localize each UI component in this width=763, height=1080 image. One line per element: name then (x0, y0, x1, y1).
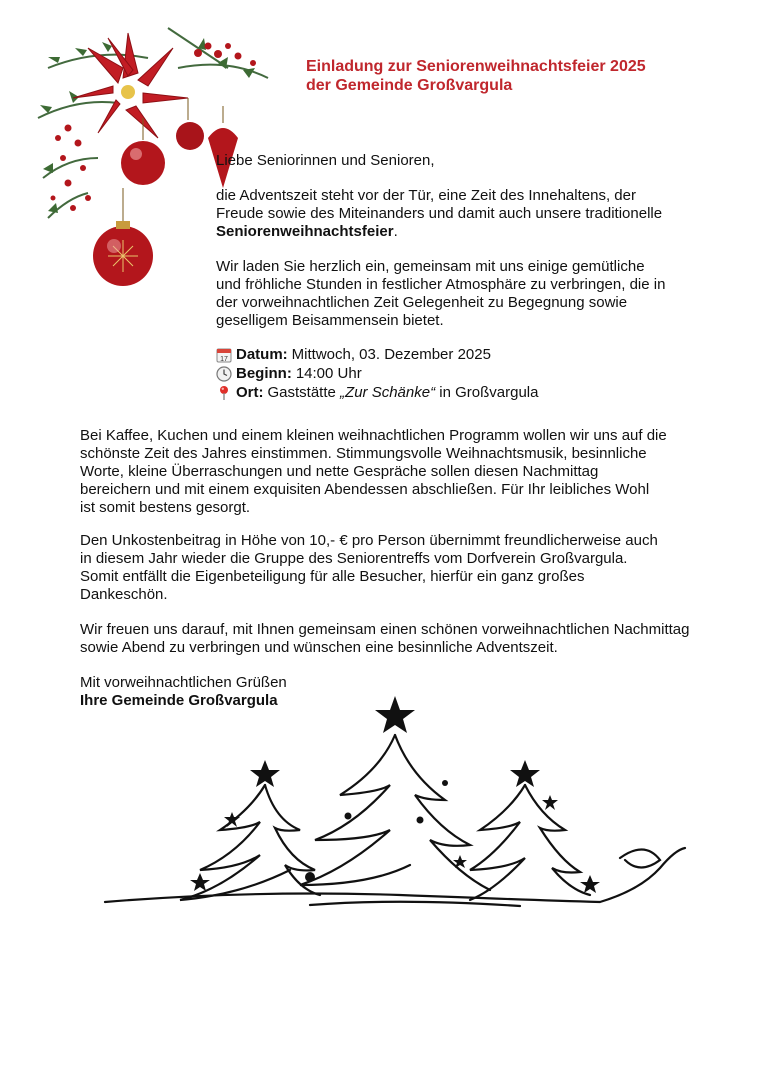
place-suffix: in Großvargula (439, 384, 539, 401)
invite-line-1: Wir laden Sie herzlich ein, gemeinsam mit uns einige gemütliche (216, 258, 645, 275)
invite-paragraph (216, 258, 665, 330)
program-line-2: schönste Zeit des Jahres einstimmen. Stimmungsvolle Weihnachtsmusik, besinnliche (80, 445, 647, 462)
signature: Ihre Gemeinde Großvargula (80, 692, 278, 709)
invitation-title (306, 57, 646, 95)
costs-line-3: Somit entfällt die Eigenbeteiligung für alle Besucher, hierfür ein ganz großes (80, 568, 585, 585)
costs-line-4: Dankeschön. (80, 586, 168, 603)
intro-line-1: die Adventszeit steht vor der Tür, eine Zeit des Innehaltens, der (216, 187, 636, 204)
program-line-5: ist somit bestens gesorgt. (80, 499, 251, 516)
outlook-paragraph (80, 621, 690, 657)
outlook-line-2: sowie Abend zu verbringen und wünschen eine besinnliche Adventszeit. (80, 639, 558, 656)
start-label: Beginn: (236, 365, 292, 382)
intro-line-3 (216, 223, 662, 241)
title-line-2: der Gemeinde Großvargula (306, 77, 513, 94)
detail-date (216, 345, 538, 364)
greeting (216, 152, 435, 170)
program-line-3: Worte, kleine Überraschungen und nette Gespräche sollen diesen Nachmittag (80, 463, 599, 480)
program-paragraph (80, 427, 667, 517)
outlook-line-1: Wir freuen uns darauf, mit Ihnen gemeinsam einen schönen vorweihnachtlichen Nachmittag (80, 621, 690, 638)
invite-line-2: und fröhliche Stunden in festlicher Atmosphäre zu verbringen, die in (216, 276, 666, 293)
date-label: Datum: (236, 346, 288, 363)
title-line-1: Einladung zur Seniorenweihnachtsfeier 2025 (306, 58, 646, 75)
event-name: Seniorenweihnachtsfeier (216, 223, 394, 240)
regards-text: Mit vorweihnachtlichen Grüßen (80, 674, 287, 691)
place-name: „Zur Schänke“ (340, 384, 436, 401)
detail-place (216, 383, 538, 402)
invite-line-3: der vorweihnachtlichen Zeit Gelegenheit zu Begegnung sowie (216, 294, 628, 311)
place-prefix: Gaststätte (267, 384, 336, 401)
costs-line-2: in diesem Jahr wieder die Gruppe des Seniorentreffs vom Dorfverein Großvargula. (80, 550, 628, 567)
program-line-1: Bei Kaffee, Kuchen und einem kleinen weihnachtlichen Programm wollen wir uns auf die (80, 427, 667, 444)
intro-line-3-end: . (393, 223, 398, 240)
event-details (216, 345, 538, 402)
intro-line-2: Freude sowie des Miteinanders und damit auch unsere traditionelle (216, 205, 663, 222)
location-pin-icon (216, 385, 232, 401)
christmas-trees-illustration (100, 690, 690, 930)
greeting-text: Liebe Seniorinnen und Senioren, (216, 152, 435, 169)
costs-paragraph (80, 532, 658, 604)
calendar-icon-day: 17 (220, 355, 228, 363)
start-value: 14:00 Uhr (295, 365, 362, 382)
calendar-icon (216, 347, 232, 363)
clock-icon (216, 366, 232, 382)
detail-start (216, 364, 538, 383)
place-label: Ort: (236, 384, 264, 401)
costs-line-1: Den Unkostenbeitrag in Höhe von 10,- € pro Person übernimmt freundlicherweise auch (80, 532, 658, 549)
date-value: Mittwoch, 03. Dezember 2025 (291, 346, 491, 363)
intro-paragraph (216, 187, 662, 241)
program-line-4: bereichern und mit einem exquisiten Abendessen abschließen. Für Ihr leibliches Wohl (80, 481, 650, 498)
invite-line-4: geselligem Beisammensein bietet. (216, 312, 444, 329)
